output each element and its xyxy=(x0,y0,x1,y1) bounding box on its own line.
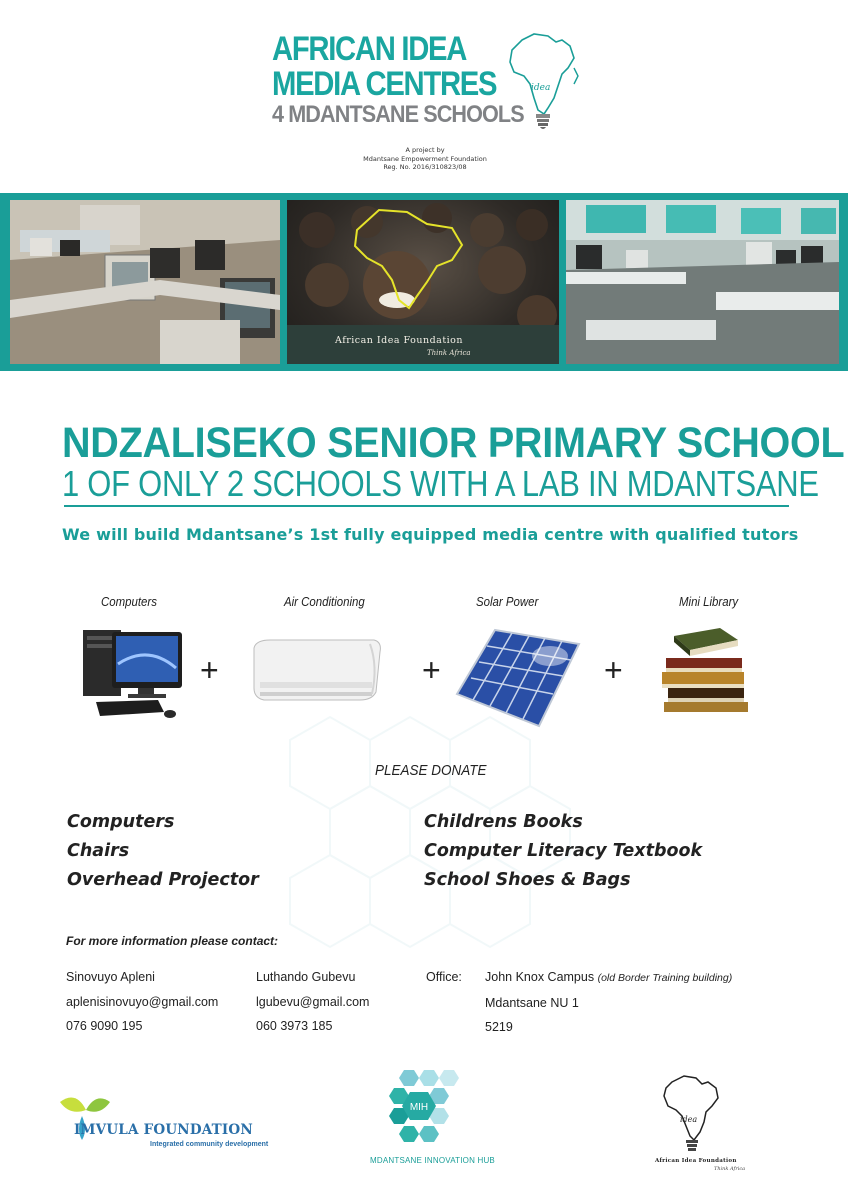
equipment-label-computers: Computers xyxy=(101,594,157,609)
aif-mark-text: idea xyxy=(680,1115,698,1124)
logo-mark-text: idea xyxy=(531,83,551,93)
contact-heading: For more information please contact: xyxy=(66,934,279,948)
donate-list-left xyxy=(67,808,259,895)
office-line-2: Mdantsane NU 1 xyxy=(485,995,579,1010)
plus-sign-3: + xyxy=(604,652,623,688)
mih-hexagon-logo-icon xyxy=(384,1068,464,1152)
contact-email[interactable]: aplenisinovuyo@gmail.com xyxy=(66,994,219,1009)
imvula-tagline: Integrated community development xyxy=(150,1141,269,1148)
please-donate-heading: PLEASE DONATE xyxy=(375,762,487,779)
plus-sign-2: + xyxy=(422,652,441,688)
contact-phone[interactable]: 060 3973 185 xyxy=(256,1019,333,1033)
aif-name: African Idea Foundation xyxy=(655,1158,737,1164)
contact-name: Sinovuyo Apleni xyxy=(66,970,155,984)
desktop-computer-icon xyxy=(78,624,188,726)
contact-email[interactable]: lgubevu@gmail.com xyxy=(256,994,370,1009)
donate-item: Computers xyxy=(67,812,175,832)
logo-line-1: AFRICAN IDEA xyxy=(272,30,467,68)
donate-item: Overhead Projector xyxy=(67,870,259,890)
solar-panel-icon xyxy=(455,626,581,728)
tagline: We will build Mdantsane’s 1st fully equipped media centre with qualified tutors xyxy=(62,525,799,544)
photo-strip xyxy=(0,193,848,371)
mih-mark-text: MIH xyxy=(409,1102,429,1113)
project-line-2: Mdantsane Empowerment Foundation xyxy=(363,154,487,163)
lab-subheading: 1 OF ONLY 2 SCHOOLS WITH A LAB IN MDANTSANE xyxy=(62,463,819,504)
office-line-3: 5219 xyxy=(485,1020,513,1034)
mih-name: MDANTSANE INNOVATION HUB xyxy=(370,1156,495,1165)
africa-lightbulb-icon xyxy=(504,28,584,132)
logo-line-2: MEDIA CENTRES xyxy=(272,65,497,103)
office-campus: John Knox Campus xyxy=(485,970,595,984)
contact-name: Luthando Gubevu xyxy=(256,970,356,984)
office-note: (old Border Training building) xyxy=(597,972,733,984)
contact-person-2 xyxy=(256,965,369,1039)
donate-item: Childrens Books xyxy=(424,812,583,832)
photo-caption-sub: Think Africa xyxy=(427,349,471,357)
project-line-1: A project by xyxy=(405,146,445,154)
contact-phone[interactable]: 076 9090 195 xyxy=(66,1019,143,1033)
africa-lightbulb-icon xyxy=(660,1072,726,1156)
office-label xyxy=(426,965,462,990)
equipment-label-solar-power: Solar Power xyxy=(476,594,539,609)
project-note xyxy=(330,146,520,172)
donate-item: Computer Literacy Textbook xyxy=(424,841,703,861)
imvula-foundation-name: IMVULA FOUNDATION xyxy=(74,1122,253,1138)
book-stack-icon xyxy=(660,626,752,716)
air-conditioner-icon xyxy=(250,636,384,706)
office-label-text: Office: xyxy=(426,970,462,984)
project-line-3: Reg. No. 2016/310823/08 xyxy=(383,163,467,171)
equipment-label-mini-library: Mini Library xyxy=(679,594,739,609)
computer-lab-photo-right xyxy=(566,200,839,364)
aif-tagline: Think Africa xyxy=(714,1166,746,1172)
heading-divider xyxy=(64,505,789,507)
donate-item: School Shoes & Bags xyxy=(424,870,631,890)
logo-line-3: 4 MDANTSANE SCHOOLS xyxy=(272,101,524,128)
photo-caption: African Idea Foundation xyxy=(335,335,464,346)
school-name-heading: NDZALISEKO SENIOR PRIMARY SCHOOL xyxy=(62,419,845,467)
office-address xyxy=(485,965,732,1040)
plus-sign-1: + xyxy=(200,652,219,688)
donate-item: Chairs xyxy=(67,841,130,861)
site-logo xyxy=(272,30,524,128)
office-line-1 xyxy=(485,965,732,991)
donate-list-right xyxy=(424,808,702,895)
computer-lab-photo-left xyxy=(10,200,280,364)
contact-person-1 xyxy=(66,965,218,1039)
equipment-label-air-conditioning: Air Conditioning xyxy=(284,594,365,609)
children-group-photo xyxy=(287,200,559,364)
